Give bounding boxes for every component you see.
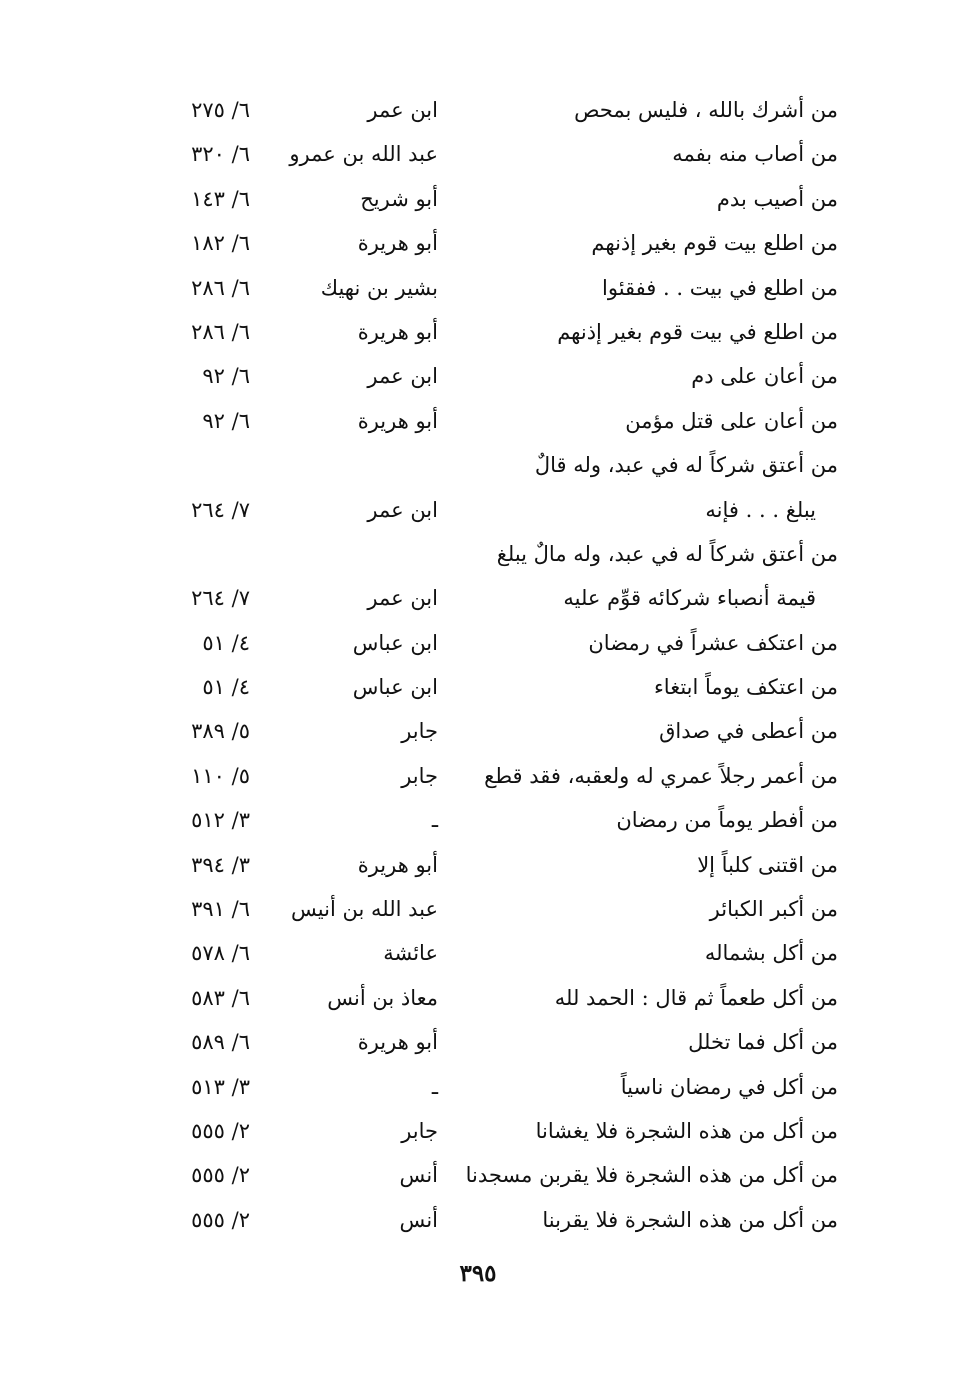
narrator-name: ابن عمر <box>367 586 438 611</box>
index-row <box>0 709 956 753</box>
index-row <box>0 532 956 576</box>
volume-page-reference: ٦/ ١٤٣ <box>191 186 250 211</box>
hadith-text: من أكبر الكبائر <box>709 897 838 922</box>
hadith-text: من أعتق شركاً له في عبد، وله مالٌ يبلغ <box>496 541 838 566</box>
hadith-text: من أعان على قتل مؤمن <box>625 408 838 433</box>
hadith-text: من أشرك بالله ، فليس بمحص <box>574 98 838 122</box>
narrator-name: أنس <box>399 1207 438 1232</box>
index-row <box>0 488 956 532</box>
index-row <box>0 931 956 975</box>
volume-page-reference: ٦/ ٥٨٩ <box>191 1030 250 1055</box>
hadith-text: من اطلع بيت قوم بغير إذنهم <box>591 231 838 256</box>
hadith-text: يبلغ . . . فإنه <box>705 497 816 522</box>
volume-page-reference: ٢/ ٥٥٥ <box>191 1163 250 1188</box>
volume-page-reference: ٤/ ٥١ <box>202 630 250 655</box>
index-row <box>0 443 956 487</box>
narrator-name: ابن عباس <box>352 630 438 655</box>
index-row <box>0 177 956 221</box>
narrator-name: جابر <box>401 719 438 744</box>
volume-page-reference: ٥/ ٣٨٩ <box>191 719 250 744</box>
narrator-name: معاذ بن أنس <box>327 985 438 1010</box>
index-row <box>0 88 956 132</box>
narrator-name: أبو هريرة <box>357 231 438 256</box>
hadith-text: من أكل في رمضان ناسياً <box>620 1074 838 1099</box>
narrator-name: جابر <box>401 1118 438 1143</box>
index-row <box>0 354 956 398</box>
narrator-name: أبو هريرة <box>357 852 438 877</box>
hadith-text: من أعطى في صداق <box>659 719 838 744</box>
volume-page-reference: ٦/ ٥٨٣ <box>191 985 250 1010</box>
narrator-name <box>258 532 438 576</box>
index-row <box>0 665 956 709</box>
volume-page-reference <box>130 532 250 576</box>
index-row <box>0 1020 956 1064</box>
volume-page-reference: ٢/ ٥٥٥ <box>191 1207 250 1232</box>
page-number: ٣٩٥ <box>459 1260 497 1287</box>
hadith-text: من اعتكف عشراً في رمضان <box>588 630 838 655</box>
volume-page-reference: ٦/ ٩٢ <box>202 408 250 433</box>
volume-page-reference: ٣/ ٥١٢ <box>191 808 250 833</box>
volume-page-reference: ٣/ ٥١٣ <box>191 1074 250 1099</box>
index-row <box>0 132 956 176</box>
hadith-text: من اطلع في بيت قوم بغير إذنهم <box>557 319 838 344</box>
narrator-name: أبو شريح <box>360 186 438 211</box>
index-row <box>0 798 956 842</box>
hadith-text: من أعمر رجلاً عمري له ولعقبه، فقد قطع <box>484 763 838 788</box>
volume-page-reference: ٦/ ٩٢ <box>202 364 250 389</box>
hadith-text: من أعان على دم <box>691 364 838 389</box>
hadith-text: من أكل فما تخلل <box>688 1030 838 1055</box>
volume-page-reference: ٤/ ٥١ <box>202 675 250 700</box>
hadith-text: من أكل من هذه الشجرة فلا يغشانا <box>535 1118 838 1143</box>
volume-page-reference: ٦/ ١٨٢ <box>191 231 250 256</box>
index-row <box>0 221 956 265</box>
narrator-name: ابن عباس <box>352 675 438 700</box>
narrator-name: بشير بن نهيك <box>320 275 438 300</box>
narrator-name <box>258 443 438 487</box>
volume-page-reference: ٦/ ٣٢٠ <box>191 142 250 167</box>
hadith-text: من أصاب منه بفمه <box>672 142 838 167</box>
narrator-name: عائشة <box>383 941 438 966</box>
narrator-name: عبد الله بن أنيس <box>291 897 438 922</box>
hadith-text: من اطلع في بيت . . ففقئوا <box>602 275 838 300</box>
narrator-name: ابن عمر <box>367 364 438 389</box>
hadith-text: من أكل طعماً ثم قال : الحمد لله <box>554 985 838 1010</box>
narrator-name: ابن عمر <box>367 497 438 522</box>
volume-page-reference: ٦/ ٢٧٥ <box>191 98 250 122</box>
volume-page-reference: ٢/ ٥٥٥ <box>191 1118 250 1143</box>
hadith-index-table <box>0 88 956 1242</box>
volume-page-reference: ٧/ ٢٦٤ <box>191 586 250 611</box>
index-row <box>0 576 956 620</box>
hadith-text: من أكل من هذه الشجرة فلا يقربنا <box>542 1207 838 1232</box>
index-row <box>0 1065 956 1109</box>
index-row <box>0 843 956 887</box>
volume-page-reference: ٣/ ٣٩٤ <box>191 852 250 877</box>
index-row <box>0 266 956 310</box>
index-row <box>0 1153 956 1197</box>
narrator-name: جابر <box>401 763 438 788</box>
volume-page-reference: ٦/ ٢٨٦ <box>191 319 250 344</box>
narrator-name: ابن عمر <box>367 98 438 122</box>
volume-page-reference: ٦/ ٥٧٨ <box>191 941 250 966</box>
narrator-name: عبد الله بن عمرو <box>289 142 438 167</box>
hadith-text: من أكل بشماله <box>704 941 838 966</box>
hadith-text: من أفطر يوماً من رمضان <box>616 808 838 833</box>
volume-page-reference: ٧/ ٢٦٤ <box>191 497 250 522</box>
index-row <box>0 976 956 1020</box>
hadith-text: من أكل من هذه الشجرة فلا يقربن مسجدنا <box>465 1163 838 1188</box>
index-row <box>0 399 956 443</box>
hadith-text: قيمة أنصباء شركائه قوِّم عليه <box>563 586 816 611</box>
narrator-name: أنس <box>399 1163 438 1188</box>
index-row <box>0 887 956 931</box>
narrator-name: أبو هريرة <box>357 408 438 433</box>
index-row <box>0 1198 956 1242</box>
narrator-name: أبو هريرة <box>357 1030 438 1055</box>
index-row <box>0 754 956 798</box>
volume-page-reference: ٦/ ٢٨٦ <box>191 275 250 300</box>
narrator-name: ـ <box>431 1074 438 1099</box>
hadith-text: من اقتنى كلباً إلا <box>697 852 838 877</box>
narrator-name: ـ <box>431 808 438 833</box>
narrator-name: أبو هريرة <box>357 319 438 344</box>
index-row <box>0 1109 956 1153</box>
volume-page-reference: ٥/ ١١٠ <box>191 763 250 788</box>
volume-page-reference: ٦/ ٣٩١ <box>191 897 250 922</box>
hadith-text: من أعتق شركاً له في عبد، وله قالٌ <box>534 453 838 478</box>
volume-page-reference <box>130 443 250 487</box>
index-row <box>0 310 956 354</box>
index-row <box>0 621 956 665</box>
hadith-text: من أصيب بدم <box>716 186 838 211</box>
hadith-text: من اعتكف يوماً ابتغاء <box>653 675 838 700</box>
